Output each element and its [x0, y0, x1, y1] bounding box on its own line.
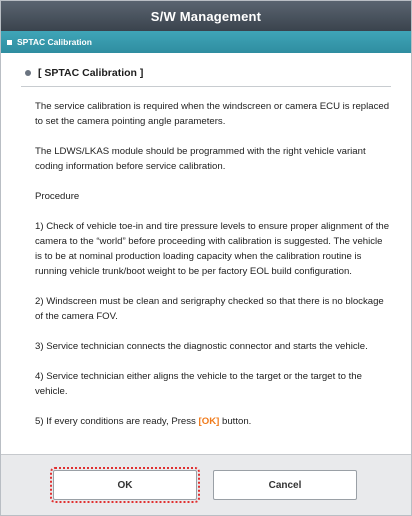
button-bar	[1, 454, 411, 515]
procedure-step-5	[35, 414, 391, 429]
section-heading: [ SPTAC Calibration ]	[38, 66, 144, 79]
ok-highlight: [OK]	[198, 416, 220, 427]
divider	[21, 86, 391, 87]
procedure-step-1: 1) Check of vehicle toe-in and tire pressure levels to ensure proper alignment of the camera to the “world” before proceeding with calibration is suggested. The vehicle is to be at nominal production loading capacity when the calibration routine is running vehicle trunk/boot weight to be per factory EOL build configuration.	[35, 221, 390, 277]
step-5-prefix: 5) If every conditions are ready, Press	[35, 416, 199, 427]
bullet-dot-icon	[25, 70, 31, 76]
procedure-step-4: 4) Service technician either aligns the vehicle to the target or the target to the vehicle.	[35, 371, 362, 397]
procedure-label: Procedure	[35, 191, 80, 202]
step-5-suffix: button.	[219, 416, 252, 427]
instructions-body	[21, 99, 391, 429]
section-heading-row	[21, 63, 391, 83]
subheader-bar	[1, 31, 411, 53]
content-area	[21, 63, 391, 451]
paragraph-coding: The LDWS/LKAS module should be programmed with the right vehicle variant coding information before service calibration.	[35, 146, 366, 172]
cancel-button[interactable]: Cancel	[213, 470, 357, 500]
window-title: S/W Management	[1, 1, 411, 31]
paragraph-intro: The service calibration is required when the windscreen or camera ECU is replaced to set the camera pointing angle parameters.	[35, 101, 390, 127]
square-bullet-icon	[7, 40, 12, 45]
procedure-step-2: 2) Windscreen must be clean and serigraphy checked so that there is no blockage of the camera FOV.	[35, 296, 384, 322]
procedure-step-3: 3) Service technician connects the diagnostic connector and starts the vehicle.	[35, 341, 368, 352]
ok-button[interactable]: OK	[53, 470, 197, 500]
subheader-label: SPTAC Calibration	[17, 37, 92, 47]
